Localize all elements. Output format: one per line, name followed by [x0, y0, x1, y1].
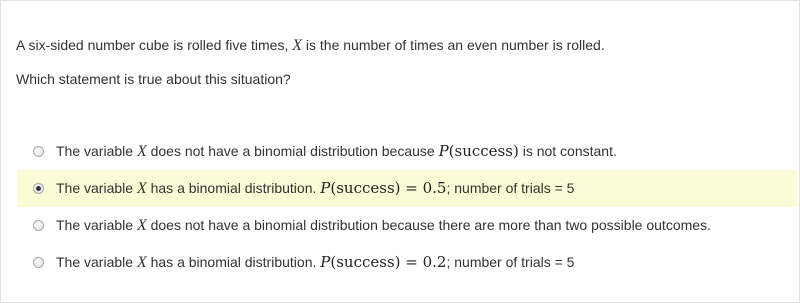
choice-text-part: ; number of trials = 5 — [446, 180, 575, 196]
choice-text-part: The variable — [56, 216, 137, 233]
radio-button-icon[interactable] — [33, 257, 44, 268]
probability-expression — [439, 142, 519, 160]
question-text-part: A six-sided number cube is rolled five times, — [16, 37, 293, 53]
choice-text-part: The variable — [56, 143, 137, 159]
question-text — [16, 37, 605, 55]
math-rest: (success) = 0.2 — [330, 253, 447, 271]
choice-text-part: ; number of trials = 5 — [446, 254, 575, 270]
question-text-part: is the number of times an even number is rolled. — [302, 37, 605, 53]
choice-label — [56, 179, 574, 198]
radio-button-icon[interactable] — [33, 183, 44, 194]
choice-text-part: does not have a binomial distribution because there are more than two possible outcomes. — [146, 216, 711, 233]
variable-x: X — [136, 216, 147, 234]
math-p: P — [320, 179, 331, 197]
math-p: P — [320, 253, 331, 271]
variable-x: X — [136, 180, 147, 197]
answer-choice-1[interactable] — [17, 133, 797, 170]
probability-expression — [320, 179, 446, 197]
math-rest: (success) = 0.5 — [330, 179, 447, 197]
choice-text-part: The variable — [56, 254, 137, 270]
choice-text-part: has a binomial distribution. — [146, 180, 321, 196]
math-p: P — [438, 142, 449, 160]
answer-choice-4[interactable] — [17, 244, 797, 281]
variable-x: X — [136, 254, 147, 271]
variable-x: X — [292, 37, 303, 54]
choice-label — [56, 217, 711, 235]
answer-choice-3[interactable] — [17, 207, 797, 244]
radio-button-icon[interactable] — [33, 146, 44, 157]
choice-text-part: has a binomial distribution. — [146, 254, 321, 270]
variable-x: X — [136, 143, 147, 160]
choice-label — [56, 142, 617, 161]
choice-text-part: is not constant. — [518, 143, 617, 159]
choice-label — [56, 253, 574, 272]
answer-choices — [17, 133, 797, 281]
probability-expression — [320, 253, 446, 271]
math-rest: (success) — [448, 142, 519, 160]
question-prompt: Which statement is true about this situation? — [16, 71, 291, 87]
choice-text-part: The variable — [56, 180, 137, 196]
choice-text-part: does not have a binomial distribution because — [146, 143, 439, 159]
answer-choice-2[interactable] — [17, 170, 797, 207]
radio-button-icon[interactable] — [33, 220, 44, 231]
